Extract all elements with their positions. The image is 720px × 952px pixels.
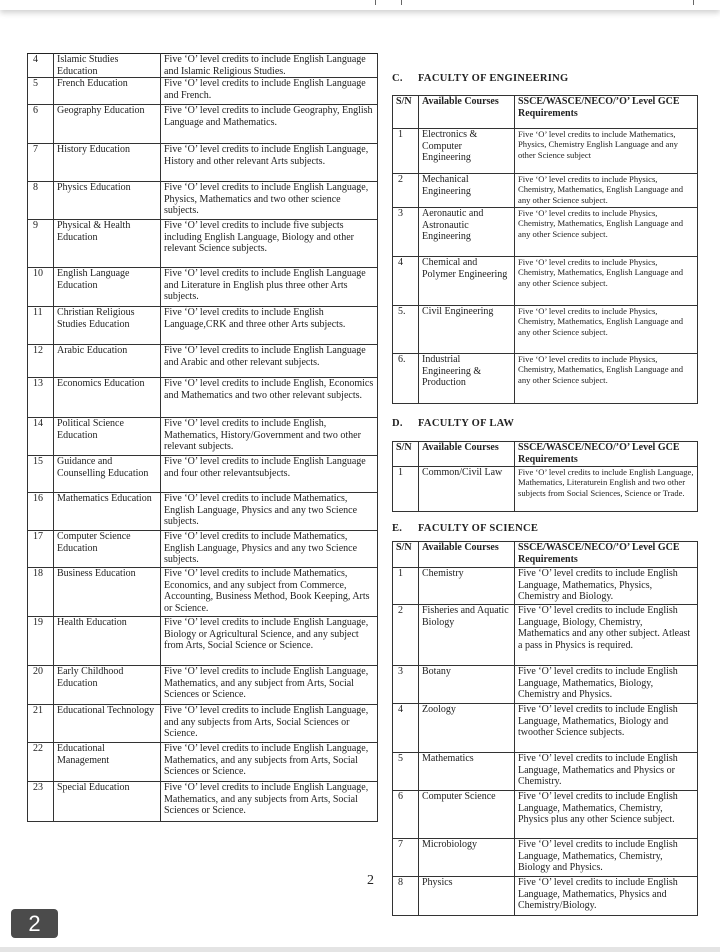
row-serial-number: 4 (28, 54, 54, 78)
column-header-sn: S/N (393, 442, 419, 467)
course-requirements: Five ‘O’ level credits to include Geography, English Language and Mathematics. (161, 105, 378, 144)
course-name: Economics Education (54, 378, 161, 418)
course-requirements: Five ‘O’ level credits to include English Language, Mathematics, and any subjects from Arts, Social Sciences or Science. (161, 743, 378, 782)
column-header-courses: Available Courses (419, 442, 515, 467)
course-name: French Education (54, 78, 161, 105)
course-requirements: Five ‘O’ level credits to include English Language, Biology, Chemistry, Mathematics and any other subject. Atleast a pass in Physics is required. (515, 605, 698, 666)
table-row (28, 268, 378, 307)
page-edge-tick (401, 0, 402, 5)
education-courses-table (27, 53, 378, 822)
column-header-requirements: SSCE/WASCE/NECO/’O’ Level GCE Requirements (515, 96, 698, 129)
viewer-bottom-edge (0, 947, 720, 952)
page-edge-tick (375, 0, 376, 5)
section-letter: D. (392, 418, 403, 429)
table-row (28, 666, 378, 705)
section-heading: FACULTY OF SCIENCE (418, 523, 539, 534)
row-serial-number: 7 (393, 839, 419, 877)
row-serial-number: 5 (393, 753, 419, 791)
law-courses-table (392, 441, 698, 512)
table-row (28, 418, 378, 456)
row-serial-number: 8 (393, 877, 419, 916)
course-name: Geography Education (54, 105, 161, 144)
table-row (28, 617, 378, 666)
course-requirements: Five ‘O’ level credits to include English Language, Mathematics and Physics or Chemistry. (515, 753, 698, 791)
course-requirements: Five ‘O’ level credits to include English Language, Mathematics, Chemistry, Physics plus any other Science subject. (515, 791, 698, 839)
row-serial-number: 14 (28, 418, 54, 456)
row-serial-number: 8 (28, 182, 54, 220)
table-row (28, 78, 378, 105)
row-serial-number: 21 (28, 705, 54, 743)
table-row (28, 493, 378, 531)
table-row (28, 743, 378, 782)
engineering-courses-table (392, 95, 698, 404)
course-name: Physics Education (54, 182, 161, 220)
course-name: Chemistry (419, 568, 515, 605)
course-requirements: Five ‘O’ level credits to include English Language and Literature in English plus three other Arts subjects. (161, 268, 378, 307)
row-serial-number: 12 (28, 345, 54, 378)
course-requirements: Five ‘O’ level credits to include English Language and French. (161, 78, 378, 105)
course-name: Early Childhood Education (54, 666, 161, 705)
row-serial-number: 3 (393, 666, 419, 704)
course-requirements: Five ‘O’ level credits to include English Language, Biology or Agricultural Science, and any subject from Arts, Social Science or Science. (161, 617, 378, 666)
column-header-courses: Available Courses (419, 542, 515, 568)
course-name: Arabic Education (54, 345, 161, 378)
row-serial-number: 5 (28, 78, 54, 105)
section-title-law (392, 418, 514, 429)
page-indicator-badge[interactable]: 2 (11, 909, 58, 938)
row-serial-number: 2 (393, 605, 419, 666)
table-row (28, 705, 378, 743)
table-row (28, 105, 378, 144)
course-name: Computer Science (419, 791, 515, 839)
course-requirements: Five ‘O’ level credits to include Mathematics, Physics, Chemistry English Language and any other Science subject (515, 129, 698, 174)
section-letter: E. (392, 523, 403, 534)
column-header-sn: S/N (393, 96, 419, 129)
column-header-requirements: SSCE/WASCE/NECO/’O’ Level GCE Requirements (515, 542, 698, 568)
course-name: Business Education (54, 568, 161, 617)
table-row (393, 704, 698, 753)
section-title-engineering (392, 73, 569, 84)
page-edge-tick (693, 0, 694, 5)
course-name: Computer Science Education (54, 531, 161, 568)
course-name: Mathematics (419, 753, 515, 791)
table-row (393, 467, 698, 512)
section-heading: FACULTY OF ENGINEERING (418, 73, 569, 84)
course-requirements: Five ‘O’ level credits to include English, Mathematics, History/Government and two other relevant subjects. (161, 418, 378, 456)
section-letter: C. (392, 73, 403, 84)
course-name: Physical & Health Education (54, 220, 161, 268)
table-row (28, 307, 378, 345)
table-row (393, 753, 698, 791)
course-name: Political Science Education (54, 418, 161, 456)
course-requirements: Five ‘O’ level credits to include five subjects including English Language, Biology and other relevant Science subjects. (161, 220, 378, 268)
table-row (393, 174, 698, 208)
row-serial-number: 19 (28, 617, 54, 666)
course-name: Common/Civil Law (419, 467, 515, 512)
course-requirements: Five ‘O’ level credits to include English Language, Mathematics, Physics and Chemistry/Biology. (515, 877, 698, 916)
course-name: Mechanical Engineering (419, 174, 515, 208)
section-title-science (392, 523, 538, 534)
table-row (393, 257, 698, 306)
table-row (28, 531, 378, 568)
row-serial-number: 5. (393, 306, 419, 354)
table-row (393, 354, 698, 404)
course-name: Educational Technology (54, 705, 161, 743)
course-requirements: Five ‘O’ level credits to include English Language, Mathematics, and any subject from Arts, Social Sciences or Science. (161, 666, 378, 705)
row-serial-number: 6 (28, 105, 54, 144)
row-serial-number: 6. (393, 354, 419, 404)
course-requirements: Five ‘O’ level credits to include English Language and Arabic and other relevant subjects. (161, 345, 378, 378)
row-serial-number: 1 (393, 568, 419, 605)
column-header-sn: S/N (393, 542, 419, 568)
table-row (393, 839, 698, 877)
table-row (393, 877, 698, 916)
table-row (393, 791, 698, 839)
course-requirements: Five ‘O’ level credits to include English Language, Mathematics, Physics, Chemistry and Biology. (515, 568, 698, 605)
column-header-courses: Available Courses (419, 96, 515, 129)
science-courses-table (392, 541, 698, 916)
course-name: Electronics & Computer Engineering (419, 129, 515, 174)
row-serial-number: 15 (28, 456, 54, 493)
course-requirements: Five ‘O’ level credits to include Physics, Chemistry, Mathematics, English Language and any other Science subject. (515, 354, 698, 404)
course-name: Special Education (54, 782, 161, 822)
course-requirements: Five ‘O’ level credits to include English Language, Mathematics, Literaturein English and two other subjects from Social Sciences, Science or Trade. (515, 467, 698, 512)
table-row (393, 605, 698, 666)
course-requirements: Five ‘O’ level credits to include English Language,CRK and three other Arts subjects. (161, 307, 378, 345)
row-serial-number: 4 (393, 257, 419, 306)
course-name: Educational Management (54, 743, 161, 782)
row-serial-number: 18 (28, 568, 54, 617)
row-serial-number: 13 (28, 378, 54, 418)
row-serial-number: 1 (393, 467, 419, 512)
course-name: English Language Education (54, 268, 161, 307)
row-serial-number: 16 (28, 493, 54, 531)
row-serial-number: 23 (28, 782, 54, 822)
course-requirements: Five ‘O’ level credits to include English Language and four other relevantsubjects. (161, 456, 378, 493)
course-name: Mathematics Education (54, 493, 161, 531)
table-row (28, 456, 378, 493)
course-name: Guidance and Counselling Education (54, 456, 161, 493)
row-serial-number: 6 (393, 791, 419, 839)
table-row (393, 568, 698, 605)
page-number: 2 (367, 873, 374, 888)
table-row (28, 378, 378, 418)
course-requirements: Five ‘O’ level credits to include Mathematics, Economics, and any subject from Commerce, Accounting, Business Method, Book Keeping, Arts or Science. (161, 568, 378, 617)
row-serial-number: 1 (393, 129, 419, 174)
row-serial-number: 10 (28, 268, 54, 307)
table-row (393, 666, 698, 704)
table-row (393, 306, 698, 354)
course-name: Botany (419, 666, 515, 704)
table-row (28, 568, 378, 617)
table-row (393, 208, 698, 257)
course-name: Health Education (54, 617, 161, 666)
course-name: Zoology (419, 704, 515, 753)
section-heading: FACULTY OF LAW (418, 418, 515, 429)
row-serial-number: 4 (393, 704, 419, 753)
row-serial-number: 20 (28, 666, 54, 705)
course-name: Aeronautic and Astronautic Engineering (419, 208, 515, 257)
course-name: Christian Religious Studies Education (54, 307, 161, 345)
course-requirements: Five ‘O’ level credits to include English, Economics and Mathematics and two other relevant subjects. (161, 378, 378, 418)
table-row (393, 129, 698, 174)
course-name: Industrial Engineering & Production (419, 354, 515, 404)
course-name: Microbiology (419, 839, 515, 877)
row-serial-number: 3 (393, 208, 419, 257)
table-row (28, 144, 378, 182)
row-serial-number: 7 (28, 144, 54, 182)
course-name: Fisheries and Aquatic Biology (419, 605, 515, 666)
row-serial-number: 17 (28, 531, 54, 568)
course-name: Civil Engineering (419, 306, 515, 354)
course-requirements: Five ‘O’ level credits to include Mathematics, English Language, Physics and any two Science subjects. (161, 531, 378, 568)
course-requirements: Five ‘O’ level credits to include English Language, Mathematics, and any subjects from Arts, Social Sciences or Science. (161, 782, 378, 822)
course-name: History Education (54, 144, 161, 182)
table-row (28, 782, 378, 822)
course-requirements: Five ‘O’ level credits to include Physics, Chemistry, Mathematics, English Language and any other Science subject. (515, 174, 698, 208)
course-name: Physics (419, 877, 515, 916)
row-serial-number: 22 (28, 743, 54, 782)
course-requirements: Five ‘O’ level credits to include English Language, Mathematics, Biology, Chemistry and Physics. (515, 666, 698, 704)
course-requirements: Five ‘O’ level credits to include Mathematics, English Language, Physics and any two Science subjects. (161, 493, 378, 531)
course-requirements: Five ‘O’ level credits to include English Language, and any subjects from Arts, Social Sciences or Science. (161, 705, 378, 743)
table-row (28, 54, 378, 78)
course-requirements: Five ‘O’ level credits to include English Language and Islamic Religious Studies. (161, 54, 378, 78)
table-row (28, 345, 378, 378)
course-requirements: Five ‘O’ level credits to include Physics, Chemistry, Mathematics, English Language and any other Science subject. (515, 306, 698, 354)
course-name: Islamic Studies Education (54, 54, 161, 78)
row-serial-number: 9 (28, 220, 54, 268)
course-requirements: Five ‘O’ level credits to include Physics, Chemistry, Mathematics, English Language and any other Science subject. (515, 257, 698, 306)
course-requirements: Five ‘O’ level credits to include English Language, Mathematics, Biology and twoother Science subjects. (515, 704, 698, 753)
course-name: Chemical and Polymer Engineering (419, 257, 515, 306)
table-row (28, 220, 378, 268)
column-header-requirements: SSCE/WASCE/NECO/’O’ Level GCE Requirements (515, 442, 698, 467)
course-requirements: Five ‘O’ level credits to include Physics, Chemistry, Mathematics, English Language and any other Science subject. (515, 208, 698, 257)
previous-page-edge (0, 0, 720, 10)
course-requirements: Five ‘O’ level credits to include English Language, History and other relevant Arts subjects. (161, 144, 378, 182)
row-serial-number: 11 (28, 307, 54, 345)
row-serial-number: 2 (393, 174, 419, 208)
table-row (28, 182, 378, 220)
course-requirements: Five ‘O’ level credits to include English Language, Mathematics, Chemistry, Biology and Physics. (515, 839, 698, 877)
course-requirements: Five ‘O’ level credits to include English Language, Physics, Mathematics and two other science subjects. (161, 182, 378, 220)
